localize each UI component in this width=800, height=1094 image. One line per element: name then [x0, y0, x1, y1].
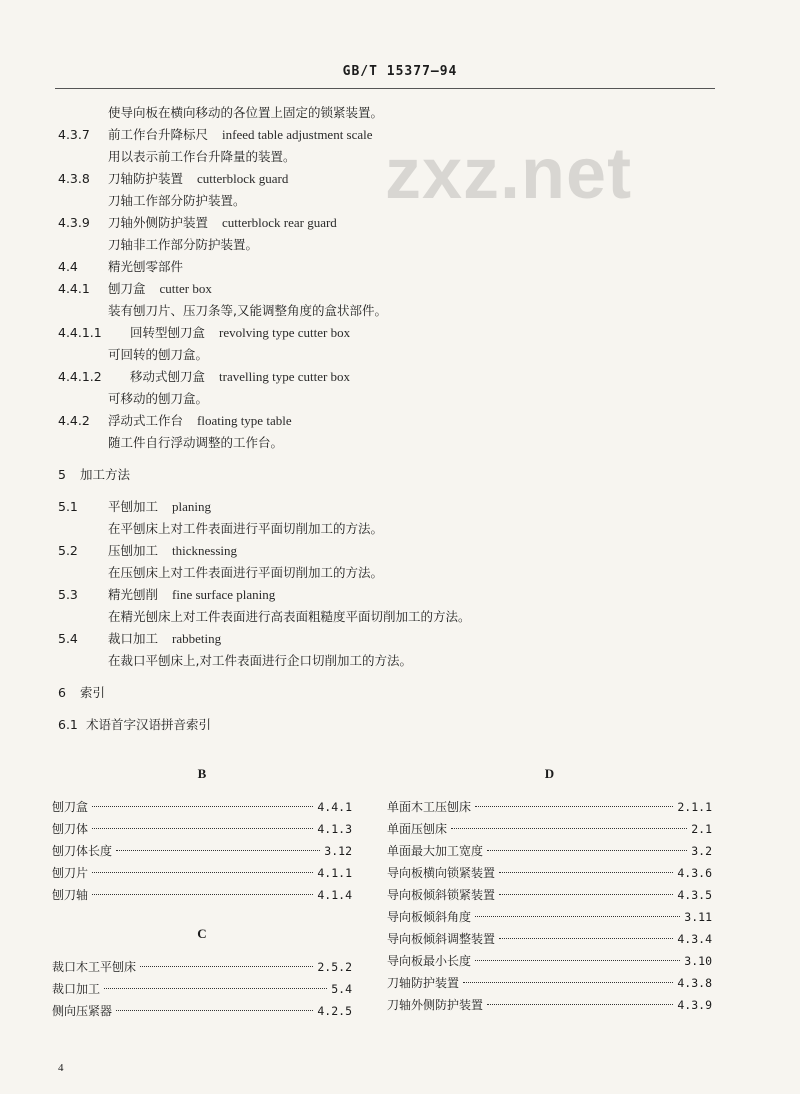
clause-number: 4.4.1	[58, 281, 90, 296]
term-en: thicknessing	[172, 543, 238, 558]
index-term: 裁口加工	[52, 982, 101, 996]
index-ref: 3.12	[324, 844, 352, 858]
index-letter: B	[197, 766, 207, 781]
index-term: 单面最大加工宽度	[387, 844, 484, 858]
index-term: 导向板倾斜调整装置	[387, 932, 496, 946]
section-number: 5	[58, 467, 66, 482]
definition-line	[58, 388, 738, 410]
index-ref: 4.3.6	[677, 866, 712, 880]
index-ref: 2.1.1	[677, 800, 712, 814]
clause-number: 4.4	[58, 259, 78, 274]
index-term: 导向板倾斜锁紧装置	[387, 888, 496, 902]
term-line	[58, 366, 738, 388]
term-en: floating type table	[197, 413, 292, 428]
leader-dots	[487, 850, 687, 851]
header-rule	[55, 88, 715, 89]
clause-number: 4.3.8	[58, 171, 90, 186]
page-number: 4	[58, 1062, 64, 1074]
term-line	[58, 540, 738, 562]
definition-text: 刀轴工作部分防护装置。	[108, 193, 246, 208]
term-zh: 刨刀盒	[108, 281, 146, 296]
term-en: cutterblock rear guard	[222, 215, 337, 230]
index-entry	[387, 862, 712, 884]
index-letter: C	[197, 926, 207, 941]
index-entry	[387, 950, 712, 972]
index-column-left	[52, 764, 352, 1022]
definition-line	[58, 562, 738, 584]
index-entry	[52, 840, 352, 862]
index-term: 刨刀片	[52, 866, 89, 880]
index-term: 单面木工压刨床	[387, 800, 472, 814]
definition-text: 在压刨床上对工件表面进行平面切削加工的方法。	[108, 565, 384, 580]
term-zh: 浮动式工作台	[108, 413, 184, 428]
index-entry	[387, 884, 712, 906]
definition-line	[58, 518, 738, 540]
section-heading	[58, 682, 738, 704]
term-zh: 精光刨零部件	[108, 259, 184, 274]
index-ref: 4.3.9	[677, 998, 712, 1012]
leader-dots	[92, 806, 313, 807]
index-entry	[52, 796, 352, 818]
index-term: 导向板最小长度	[387, 954, 472, 968]
definition-text: 在精光刨床上对工件表面进行高表面粗糙度平面切削加工的方法。	[108, 609, 471, 624]
term-line	[58, 628, 738, 650]
index-term: 刀轴外侧防护装置	[387, 998, 484, 1012]
index-ref: 4.3.4	[677, 932, 712, 946]
index-entry	[387, 840, 712, 862]
leader-dots	[475, 960, 680, 961]
index-ref: 4.4.1	[317, 800, 352, 814]
subsection-heading	[58, 714, 738, 736]
clause-number: 4.4.1.2	[58, 369, 102, 384]
index-term: 刨刀盒	[52, 800, 89, 814]
leader-dots	[92, 894, 313, 895]
term-en: cutterblock guard	[197, 171, 289, 186]
definition-line	[58, 606, 738, 628]
leader-dots	[463, 982, 673, 983]
term-zh: 裁口加工	[108, 631, 159, 646]
term-zh: 回转型刨刀盒	[130, 325, 206, 340]
subsection-number: 6.1	[58, 717, 78, 732]
index-entry	[52, 884, 352, 906]
index-term: 刨刀轴	[52, 888, 89, 902]
index-ref: 3.10	[684, 954, 712, 968]
index-term: 侧向压紧器	[52, 1004, 113, 1018]
definition-line	[58, 300, 738, 322]
term-zh: 精光刨削	[108, 587, 159, 602]
index-entry	[52, 818, 352, 840]
term-line	[58, 168, 738, 190]
term-en: revolving type cutter box	[219, 325, 351, 340]
index-ref: 4.3.8	[677, 976, 712, 990]
index-ref: 3.11	[684, 910, 712, 924]
leader-dots	[140, 966, 313, 967]
index-term: 单面压刨床	[387, 822, 448, 836]
index-term: 刀轴防护装置	[387, 976, 460, 990]
leader-dots	[116, 1010, 313, 1011]
term-line	[58, 124, 738, 146]
index-term: 导向板横向锁紧装置	[387, 866, 496, 880]
index-ref: 2.1	[691, 822, 712, 836]
index-entry	[52, 1000, 352, 1022]
leader-dots	[499, 938, 673, 939]
term-line	[58, 584, 738, 606]
term-zh: 刀轴外侧防护装置	[108, 215, 209, 230]
clause-number: 4.4.2	[58, 413, 90, 428]
index-entry	[52, 862, 352, 884]
index-entry	[52, 978, 352, 1000]
term-line	[58, 212, 738, 234]
section-title: 加工方法	[80, 467, 131, 482]
clause-number: 5.3	[58, 587, 78, 602]
index-entry	[387, 972, 712, 994]
index-letter: D	[544, 766, 555, 781]
index-entry	[387, 994, 712, 1016]
definition-text: 在平刨床上对工件表面进行平面切削加工的方法。	[108, 521, 384, 536]
term-en: planing	[172, 499, 212, 514]
index-entry	[387, 906, 712, 928]
body-text	[58, 102, 738, 736]
definition-line	[58, 650, 738, 672]
index-term: 裁口木工平刨床	[52, 960, 137, 974]
term-line	[58, 256, 738, 278]
subsection-title: 术语首字汉语拼音索引	[86, 717, 212, 732]
clause-number: 5.1	[58, 499, 78, 514]
index-entry	[387, 928, 712, 950]
term-line	[58, 322, 738, 344]
definition-line	[58, 234, 738, 256]
definition-text: 装有刨刀片、压刀条等,又能调整角度的盒状部件。	[108, 303, 387, 318]
definition-text: 使导向板在横向移动的各位置上固定的锁紧装置。	[108, 105, 384, 120]
standard-number-header: GB/T 15377—94	[342, 64, 458, 79]
term-en: infeed table adjustment scale	[222, 127, 373, 142]
section-heading	[58, 464, 738, 486]
index-ref: 3.2	[691, 844, 712, 858]
leader-dots	[487, 1004, 673, 1005]
index-ref: 5.4	[331, 982, 352, 996]
definition-text: 可移动的刨刀盒。	[108, 391, 209, 406]
clause-number: 4.3.7	[58, 127, 90, 142]
clause-number: 4.4.1.1	[58, 325, 102, 340]
leader-dots	[475, 916, 680, 917]
index-ref: 4.1.1	[317, 866, 352, 880]
term-en: travelling type cutter box	[219, 369, 351, 384]
definition-text: 刀轴非工作部分防护装置。	[108, 237, 259, 252]
definition-line	[58, 146, 738, 168]
leader-dots	[92, 872, 313, 873]
index-ref: 4.2.5	[317, 1004, 352, 1018]
term-en: rabbeting	[172, 631, 222, 646]
watermark: zxz.net	[385, 134, 633, 214]
definition-text: 可回转的刨刀盒。	[108, 347, 209, 362]
clause-number: 4.3.9	[58, 215, 90, 230]
leader-dots	[451, 828, 687, 829]
index-ref: 4.3.5	[677, 888, 712, 902]
definition-line	[58, 432, 738, 454]
index-entry	[52, 956, 352, 978]
leader-dots	[92, 828, 313, 829]
leader-dots	[116, 850, 320, 851]
clause-number: 5.4	[58, 631, 78, 646]
index-term: 导向板倾斜角度	[387, 910, 472, 924]
term-line	[58, 496, 738, 518]
term-line	[58, 410, 738, 432]
index-column-right	[387, 764, 712, 1016]
leader-dots	[104, 988, 327, 989]
definition-line	[58, 102, 738, 124]
leader-dots	[475, 806, 673, 807]
index-ref: 4.1.4	[317, 888, 352, 902]
definition-line	[58, 190, 738, 212]
clause-number: 5.2	[58, 543, 78, 558]
section-title: 索引	[80, 685, 106, 700]
term-zh: 平刨加工	[108, 499, 159, 514]
term-zh: 前工作台升降标尺	[108, 127, 209, 142]
term-zh: 刀轴防护装置	[108, 171, 184, 186]
index-entry	[387, 818, 712, 840]
index-entry	[387, 796, 712, 818]
term-en: cutter box	[159, 281, 212, 296]
term-line	[58, 278, 738, 300]
index-ref: 2.5.2	[317, 960, 352, 974]
definition-line	[58, 344, 738, 366]
index-term: 刨刀体	[52, 822, 89, 836]
index-term: 刨刀体长度	[52, 844, 113, 858]
leader-dots	[499, 894, 673, 895]
index-ref: 4.1.3	[317, 822, 352, 836]
definition-text: 在裁口平刨床上,对工件表面进行企口切削加工的方法。	[108, 653, 412, 668]
term-zh: 压刨加工	[108, 543, 159, 558]
definition-text: 用以表示前工作台升降量的装置。	[108, 149, 296, 164]
term-zh: 移动式刨刀盒	[130, 369, 206, 384]
leader-dots	[499, 872, 673, 873]
definition-text: 随工件自行浮动调整的工作台。	[108, 435, 284, 450]
section-number: 6	[58, 685, 66, 700]
term-en: fine surface planing	[172, 587, 276, 602]
